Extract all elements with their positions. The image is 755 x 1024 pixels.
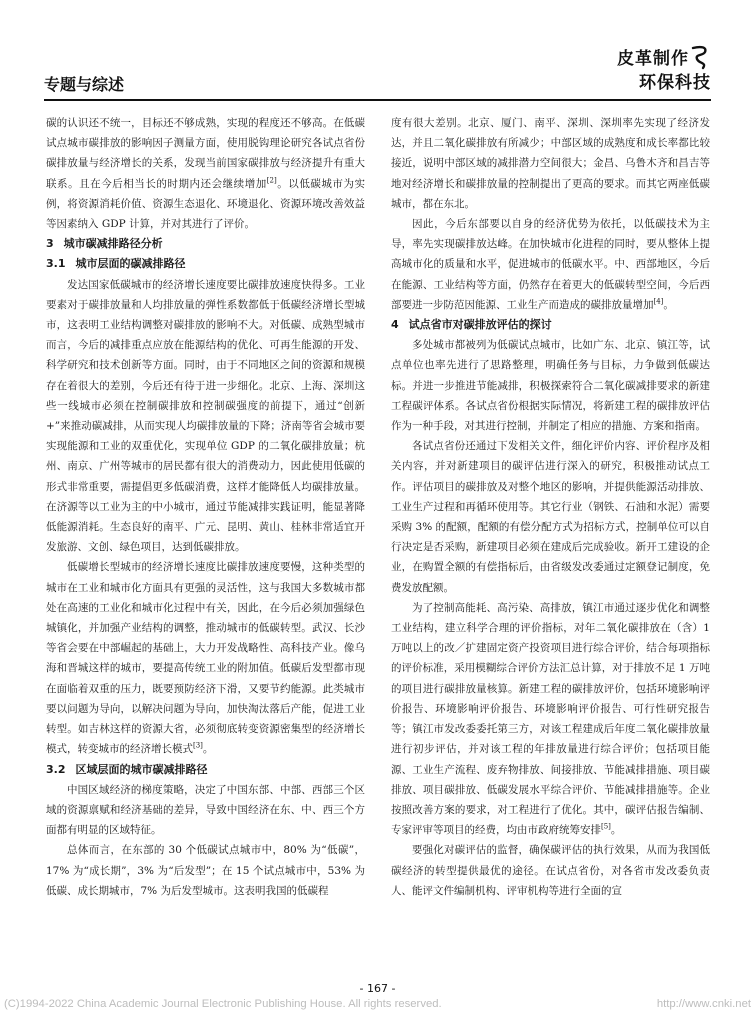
paragraph: 为了控制高能耗、高污染、高排放，镇江市通过逐步优化和调整工业结构，建立科学合理的评价指标，对年二氧化碳排放在（含）1 万吨以上的改／扩建固定资产投资项目进行综合评价，结合每项指标的评价标准，采用模糊综合评价方法汇总计算，对于排放不足 1 万吨的项目进行碳排放量核算。新建工程的碳排放评价，包括环境影响评价报告、环境影响评价报告、环境影响评价报告、可行性研究报告等；镇江市发改委委托第三方，对该工程建成后年度二氧化碳排放量进行初步评估，并对该工程的年排放量进行综合评价；包括项目能源、工业生产流程、废弃物排放、间接排放、节能减排措施、项目碳排放、项目碳排放、低碳发展水平综合评价、节能减排措施等。企业按照改善方案的要求，对工程进行了优化。其中，碳评估报告编制、专家评审等项目的经费，均由市政府统筹安排[5]。 [391, 601, 710, 837]
citation: [2] [266, 176, 277, 185]
paragraph: 中国区域经济的梯度策略，决定了中国东部、中部、西部三个区域的资源禀赋和经济基础的差异，导致中国经济在东、中、西三个方面都有明显的区域特征。 [46, 783, 365, 837]
paragraph: 总体而言，在东部的 30 个低碳试点城市中，80% 为“低碳”，17% 为“成长期”，3% 为“后发型”；在 15 个试点城市中，53% 为低碳、成长期城市，7% 为后发型城市。这表明我国的低碳程 [46, 844, 365, 897]
paragraph: 发达国家低碳城市的经济增长速度要比碳排放速度快得多。工业要素对于碳排放量和人均排放量的弹性系数都低于低碳经济增长型城市，这表明工业结构调整对碳排放的影响不大。对低碳、成熟型城市而言，今后的减排重点应放在能源结构的优化、可再生能源的开发、科学研究和技术创新等方面。同时，由于不同地区之间的资源和规模存在着很大的差别，今后还有待于进一步细化。北京、上海、深圳这些一线城市必须在控制碳排放和控制碳强度的前提下，通过“创新+”来推动碳减排，从而实现人均碳排放量的下降；济南等省会城市要实现能源和工业的双重优化，实现单位 GDP 的二氧化碳排放量；杭州、南京、广州等城市的居民都有很大的消费动力，因此使用低碳的形式非常重要，需提倡更多低碳消费，这样才能降低人均碳排放量。在济源等以工业为主的中小城市，通过节能减排实践证明，能显著降低能源消耗。生态良好的南平、广元、昆明、黄山、桂林非常适宜开发旅游、文创、绿色项目，达到低碳排放。 [46, 278, 365, 554]
paragraph: 低碳增长型城市的经济增长速度比碳排放速度要慢，这种类型的城市在工业和城市化方面具有更强的灵活性，这与我国大多数城市都处在高速的工业化和城市化过程中有关，因此，在今后必须加强绿色城镇化，并加强产业结构的调整，推动城市的低碳转型。武汉、长沙等省会要在中部崛起的基础上，大力开发战略性、高科技产业。像乌海和晋城这样的城市，要提高传统工业的附加值。低碳后发型都市现在面临着双重的压力，既要预防经济下滑，又要节约能源。此类城市要以问题为导向，以解决问题为导向，加快淘汰落后产能，促进工业转型。如吉林这样的资源大省，必须彻底转变资源密集型的经济增长模式，转变城市的经济增长模式[3]。 [46, 561, 365, 756]
copyright-notice: (C)1994-2022 China Academic Journal Electronic Publishing House. All rights reserved. [4, 998, 442, 1010]
journal-title-line2: 环保科技 [639, 73, 711, 93]
paragraph: 各试点省份还通过下发相关文件，细化评价内容、评价程序及相关内容，并对新建项目的碳评估进行深入的研究，积极推动试点工作。评估项目的碳排放及对整个地区的影响，并提供能源活动排放、工业生产过程和再循环使用等。其它行业（钢铁、石油和水泥）需要采购 3% 的配额，配额的有偿分配方式为招标方式，控制单位可以自行决定是否采购，新建项目必须在建成后完成验收。新开工建设的企业，在购置全额的有偿指标后，由省级发改委通过定额登记制度，免费发放配额。 [391, 440, 710, 594]
paragraph: 碳的认识还不统一，目标还不够成熟，实现的程度还不够高。在低碳试点城市碳排放的影响因子测量方面，使用脱钩理论研究各试点省份碳排放量与经济增长的关系，发现当前国家碳排放与经济提升有重大联系。且在今后相当长的时期内还会继续增加[2]。以低碳城市为实例，将资源消耗价值、资源生态退化、环境退化、资源环境改善效益等因素纳入 GDP 计算，并对其进行了评价。 [46, 117, 366, 231]
header-rule [44, 99, 711, 101]
left-column [46, 113, 365, 901]
journal-logo-icon [689, 44, 711, 70]
journal-masthead [581, 44, 711, 93]
section-title: 专题与综述 [44, 75, 125, 94]
section-heading: 4 试点省市对碳排放评估的探讨 [391, 318, 552, 332]
citation: [5] [601, 822, 611, 831]
subsection-heading: 3.2 区域层面的城市碳减排路径 [46, 762, 208, 776]
citation: [4] [653, 297, 664, 306]
right-column [391, 113, 710, 901]
footer [4, 998, 751, 1010]
paragraph: 要强化对碳评估的监督，确保碳评估的执行效果，从而为我国低碳经济的转型提供最优的途径。在试点省份，对各省市发改委负责人、能评文件编制机构、评审机构等进行全面的宣 [391, 844, 710, 897]
paragraph: 多处城市都被列为低碳试点城市，比如广东、北京、镇江等，试点单位也率先进行了思路整理，明确任务与目标，力争做到低碳达标。并进一步推进节能减排，积极探索符合二氧化碳减排要求的新建工程碳评体系。各试点省份根据实际情况，将新建工程的碳排放评估作为一种手段，对其进行控制，并制定了相应的措施、方案和指南。 [391, 339, 710, 433]
citation: [3] [193, 741, 203, 750]
page-number: - 167 - [359, 982, 396, 995]
subsection-heading: 3.1 城市层面的碳减排路径 [46, 257, 186, 271]
paragraph: 度有很大差别。北京、厦门、南平、深圳、深圳率先实现了经济发达，并且二氧化碳排放有所减少；中部区域的成熟度和成长率都比较接近，说明中部区域的减排潜力空间很大；金昌、乌鲁木齐和昌吉等地对经济增长和碳排放量的控制提出了更高的要求。而其它两座低碳城市，都在东北。 [391, 117, 710, 210]
section-heading: 3 城市碳减排路径分析 [46, 237, 163, 251]
footer-link[interactable]: http://www.cnki.net [656, 998, 751, 1010]
paragraph: 因此，今后东部要以自身的经济优势为依托，以低碳技术为主导，率先实现碳排放达峰。在加快城市化进程的同时，要从整体上提高城市化的质量和水平，促进城市的低碳水平。中、西部地区，今后在能源、工业结构等方面，仍然存在着更大的低碳转型空间，今后西部要进一步防范因能源、工业生产而造成的碳排放量增加[4]。 [391, 218, 710, 311]
journal-title-line1: 皮革制作 [617, 49, 689, 69]
